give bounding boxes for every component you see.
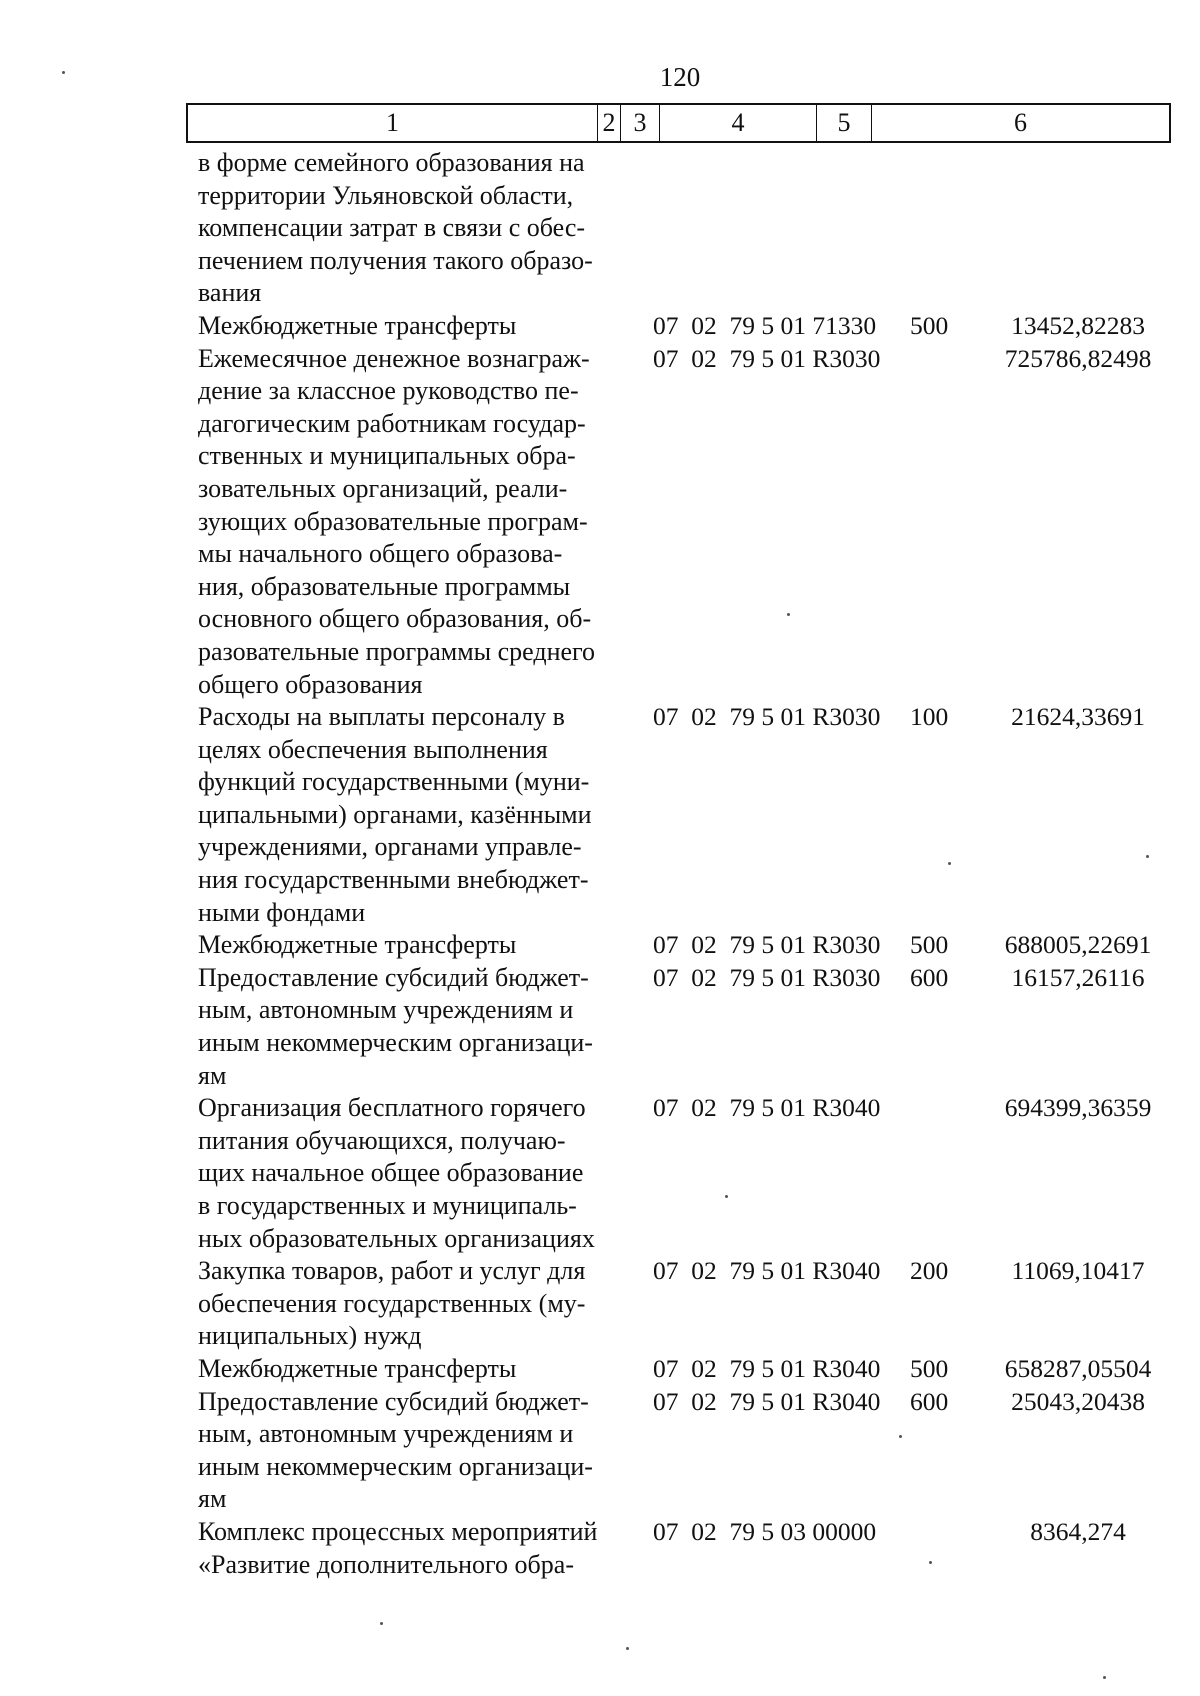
row-code: 07 02 79 5 01 R3030 xyxy=(653,702,881,732)
scan-speck xyxy=(626,1647,629,1650)
header-col-6: 6 xyxy=(1014,108,1027,137)
header-col-1: 1 xyxy=(386,108,399,137)
row-code: 07 02 79 5 01 R3040 xyxy=(653,1256,881,1286)
row-code: 07 02 79 5 01 R3030 xyxy=(653,962,881,992)
row-expense-type: 600 xyxy=(910,962,949,992)
row-description: Расходы на выплаты персоналу в целях обеспечения выполнения функций государственными (муни- ципальными) органами, казёнными учреждениями, органами управле- ния государственными внебюджет- ными фондами xyxy=(198,702,592,927)
header-col-3: 3 xyxy=(633,108,647,137)
header-col-5: 5 xyxy=(837,108,851,137)
table-row xyxy=(198,1353,1198,1386)
row-code: 07 02 79 5 03 00000 xyxy=(653,1516,877,1546)
scan-speck xyxy=(899,1435,902,1438)
table-row xyxy=(198,1516,1198,1581)
table-row xyxy=(198,962,1198,1092)
row-amount: 725786,82498 xyxy=(1004,343,1152,373)
scan-speck xyxy=(948,862,951,865)
page-number: 120 xyxy=(659,62,701,92)
row-description: Ежемесячное денежное вознаграж- дение за классное руководство пе- дагогическим работникам государ- ственных и муниципальных обра- зовательных организаций, реали- зующих образовательные програм- мы начального общего образова- ния, образовательные программы основного общего образования, об- разовательные программы среднего общего образования xyxy=(198,343,596,699)
row-amount: 25043,20438 xyxy=(1011,1386,1145,1416)
table-row xyxy=(198,1092,1198,1255)
scan-speck xyxy=(1103,1676,1106,1679)
row-amount: 688005,22691 xyxy=(1004,930,1152,960)
row-amount: 8364,274 xyxy=(1030,1516,1126,1546)
row-amount: 11069,10417 xyxy=(1011,1256,1145,1286)
table-row xyxy=(198,1386,1198,1516)
row-expense-type: 600 xyxy=(910,1386,949,1416)
scan-speck xyxy=(725,1195,728,1198)
row-description: Межбюджетные трансферты xyxy=(198,310,517,340)
row-amount: 13452,82283 xyxy=(1011,310,1145,340)
row-code: 07 02 79 5 01 R3040 xyxy=(653,1093,881,1123)
row-code: 07 02 79 5 01 71330 xyxy=(653,310,877,340)
row-code: 07 02 79 5 01 R3040 xyxy=(653,1386,881,1416)
row-description: Закупка товаров, работ и услуг для обеспечения государственных (му- ниципальных) нужд xyxy=(198,1256,586,1351)
row-expense-type: 100 xyxy=(910,702,949,732)
scan-speck xyxy=(929,1561,932,1564)
row-description: Межбюджетные трансферты xyxy=(198,930,517,960)
row-amount: 658287,05504 xyxy=(1004,1353,1152,1383)
row-expense-type: 200 xyxy=(910,1256,949,1286)
row-amount: 16157,26116 xyxy=(1011,962,1145,992)
table-row xyxy=(198,147,1198,310)
row-code: 07 02 79 5 01 R3030 xyxy=(653,343,881,373)
scan-speck xyxy=(380,1622,383,1625)
header-col-4: 4 xyxy=(731,108,745,137)
row-description: Предоставление субсидий бюджет- ным, автономным учреждениям и иным некоммерческим организаци- ям xyxy=(198,1386,593,1514)
row-code: 07 02 79 5 01 R3030 xyxy=(653,930,881,960)
row-description: Предоставление субсидий бюджет- ным, автономным учреждениям и иным некоммерческим организаци- ям xyxy=(198,962,593,1090)
table-row xyxy=(198,343,1198,702)
table-row xyxy=(198,310,1198,343)
header-col-2: 2 xyxy=(602,108,616,137)
scan-speck xyxy=(1146,855,1149,858)
row-expense-type: 500 xyxy=(910,930,949,960)
row-expense-type: 500 xyxy=(910,1353,949,1383)
row-description: в форме семейного образования на территории Ульяновской области, компенсации затрат в связи с обес- печением получения такого образо- вания xyxy=(198,148,593,308)
table-body xyxy=(198,147,1198,1581)
row-description: Комплекс процессных мероприятий «Развитие дополнительного обра- xyxy=(198,1516,598,1579)
row-description: Организация бесплатного горячего питания обучающихся, получаю- щих начальное общее образование в государственных и муниципаль- ных образовательных организациях xyxy=(198,1093,595,1253)
table-row xyxy=(198,701,1198,929)
scan-speck xyxy=(787,613,790,616)
table-header xyxy=(186,103,1171,143)
row-amount: 21624,33691 xyxy=(1011,702,1145,732)
scan-speck xyxy=(62,71,65,74)
table-row xyxy=(198,929,1198,962)
row-code: 07 02 79 5 01 R3040 xyxy=(653,1353,881,1383)
table-row xyxy=(198,1255,1198,1353)
row-description: Межбюджетные трансферты xyxy=(198,1353,517,1383)
row-expense-type: 500 xyxy=(910,310,949,340)
row-amount: 694399,36359 xyxy=(1004,1093,1152,1123)
